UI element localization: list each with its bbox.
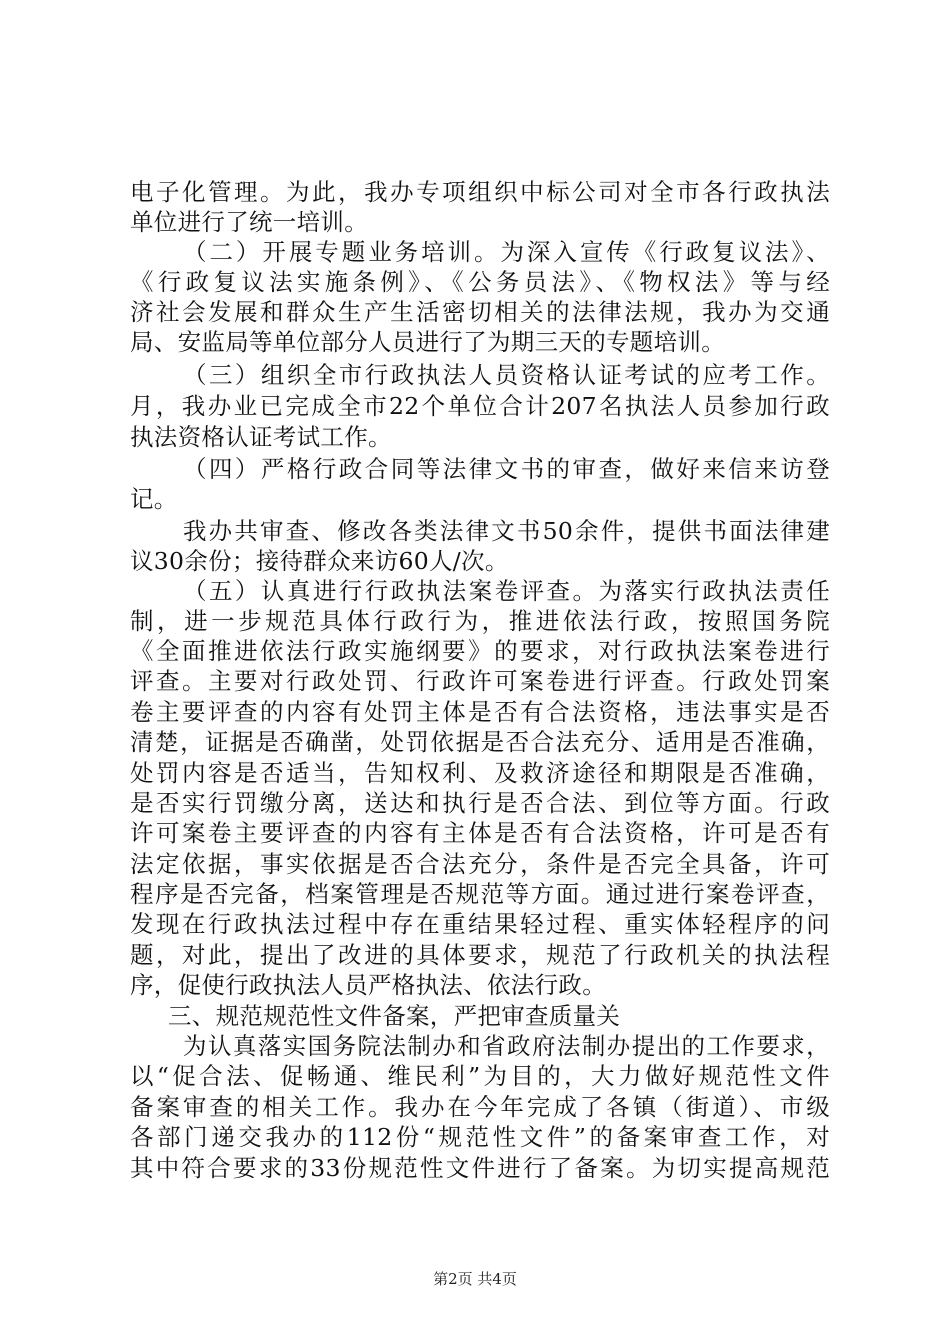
body-line: 以“促合法、促畅通、维民利”为目的，大力做好规范性文件 (130, 1062, 830, 1090)
body-line: 记。 (130, 485, 178, 513)
section-heading-line: 三、规范规范性文件备案，严把审查质量关 (168, 1002, 621, 1030)
body-line: 是否实行罚缴分离，送达和执行是否合法、到位等方面。行政 (130, 789, 830, 817)
body-line: 济社会发展和群众生产生活密切相关的法律法规，我办为交通 (130, 298, 830, 326)
body-line: 其中符合要求的33份规范性文件进行了备案。为切实提高规范 (130, 1154, 830, 1182)
body-line: 制，进一步规范具体行政行为，推进依法行政，按照国务院 (130, 607, 830, 635)
body-line: 局、安监局等单位部分人员进行了为期三天的专题培训。 (130, 328, 725, 356)
body-line: 各部门递交我办的112份“规范性文件”的备案审查工作，对 (130, 1123, 830, 1151)
body-line: 评查。主要对行政处罚、行政许可案卷进行评查。行政处罚案 (130, 667, 830, 695)
body-line: 电子化管理。为此，我办专项组织中标公司对全市各行政执法 (130, 178, 830, 206)
section-heading-line: （五）认真进行行政执法案卷评查。为落实行政执法责任 (183, 577, 830, 605)
body-line: 发现在行政执法过程中存在重结果轻过程、重实体轻程序的问 (130, 910, 830, 938)
body-line: 月，我办业已完成全市22个单位合计207名执法人员参加行政 (130, 392, 830, 420)
section-heading-line: （四）严格行政合同等法律文书的审查，做好来信来访登 (183, 455, 830, 483)
body-line: 处罚内容是否适当，告知权利、及救济途径和期限是否准确， (130, 759, 830, 787)
section-heading-line: （二）开展专题业务培训。为深入宣传《行政复议法》、 (183, 238, 830, 266)
body-line: 序，促使行政执法人员严格执法、依法行政。 (130, 971, 606, 999)
body-line: 议30余份；接待群众来访60人/次。 (130, 547, 509, 575)
body-line: 为认真落实国务院法制办和省政府法制办提出的工作要求， (183, 1032, 830, 1060)
body-line: 法定依据，事实依据是否合法充分，条件是否完全具备，许可 (130, 850, 830, 878)
body-line: 我办共审查、修改各类法律文书50余件，提供书面法律建 (183, 517, 830, 545)
body-line: 题，对此，提出了改进的具体要求，规范了行政机关的执法程 (130, 941, 830, 969)
body-line: 清楚，证据是否确凿，处罚依据是否合法充分、适用是否准确， (130, 728, 830, 756)
body-line: 执法资格认证考试工作。 (130, 423, 392, 451)
page-footer: 第2页 共4页 (433, 1270, 517, 1288)
body-line: 程序是否完备，档案管理是否规范等方面。通过进行案卷评查， (130, 880, 830, 908)
body-line: 《全面推进依法行政实施纲要》的要求，对行政执法案卷进行 (130, 637, 830, 665)
body-line: 《行政复议法实施条例》、《公务员法》、《物权法》等与经 (130, 268, 830, 296)
body-line: 单位进行了统一培训。 (130, 208, 368, 236)
body-line: 卷主要评查的内容有处罚主体是否有合法资格，违法事实是否 (130, 698, 830, 726)
body-line: 许可案卷主要评查的内容有主体是否有合法资格，许可是否有 (130, 819, 830, 847)
body-line: 备案审查的相关工作。我办在今年完成了各镇（街道）、市级 (130, 1093, 830, 1121)
section-heading-line: （三）组织全市行政执法人员资格认证考试的应考工作。 (183, 361, 830, 389)
